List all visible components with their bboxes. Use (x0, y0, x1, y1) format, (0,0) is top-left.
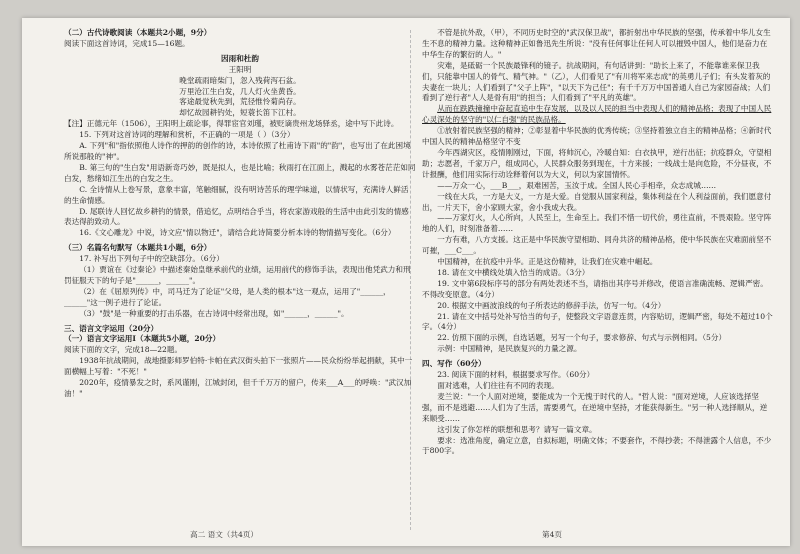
poem-line: 客途最觉秋先到，荒径惟怜菊尚存。 (179, 97, 301, 107)
material-text: 这引发了你怎样的联想和思考？请写一篇文章。 (437, 424, 597, 434)
passage-paragraph: 灾难，是砥砺一个民族最锋利的镜子。抗战期间，有句话讲到："助长上来了，不能靠谁来保卫我们，只能靠中国人的骨气、精气神。"（乙），人们看见了"有川将军来志成"的英勇儿子们；有头发着灰的夫妻在一块儿；人们看到了"父子上阵"，"以天下为己任"；有千千万万中国普通人自己为家园奋战；人们看到了逆行者"人人是骨有用"的担当；人们看到了"平凡的英雄"。 (422, 60, 771, 103)
passage-paragraph: 1938年抗战期间，战地摄影师罗伯特·卡帕在武汉街头拍下一张照片——民众纷纷举起捐献，其中一面横幅上写着："不死！" (64, 356, 413, 377)
right-column (422, 28, 774, 457)
question-18: 18. 请在文中横线处填入恰当的成语。（3分） (437, 267, 590, 277)
poem-line: 万里沧江生白发，几人灯火坐黄昏。 (179, 86, 301, 96)
question-19: 19. 文中第6段标序号的部分有两处表述不当，请指出其序号并修改，使语言准确流畅、逻辑严密。不得改变原意。（4分） (422, 278, 768, 299)
poem-note: 【注】正德元年（1506），王阳明上疏论事，得罪宦官刘瑾，被贬谪贵州龙场驿丞，途中写下此诗。 (64, 119, 399, 129)
page-number: 第4页 (542, 530, 563, 539)
question-23: 23. 阅读下面的材料，根据要求写作。（60分） (437, 370, 595, 380)
part-title: 四、写作（60分） (422, 359, 486, 369)
question-15: 15. 下列对这首诗词的理解和赏析，不正确的一项是（ ）（3分） (79, 130, 295, 140)
passage-paragraph: ——万家灯火，人心所向，人民至上，生命至上。我们不惜一切代价，勇往直前，不畏艰险。坚守阵地的人们，时刻准备着…… (422, 213, 772, 234)
question-22-example: 示例：中国精神，是民族复兴的力量之源。 (437, 344, 582, 354)
answer-options: ①放射着民族坚强的精神；②彰显着中华民族的优秀传统；③坚持着独立自主的精神品格；④新时代中国人民的精神品格坚守不变 (422, 126, 772, 147)
material-text: 麦兰说："一个人面对逆境，要能成为一个无愧于时代的人。"哲人说："面对逆境，人应该选择坚强，而不是逃避……人们为了生活，需要勇气，在逆境中坚持，才能获得新生。"另一种人选择顺从，逆来顺受…… (422, 391, 768, 423)
passage-paragraph: 一方有难，八方支援。这正是中华民族守望相助、同舟共济的精神品格，使中华民族在灾难面前坚不可摧，___C___。 (422, 235, 772, 256)
question-17-3: （3）"鼓"是一种重要的打击乐器，在古诗词中经常出现，如"______，______"。 (79, 308, 349, 318)
question-20: 20. 根据文中画波浪线的句子所表达的修辞手法，仿写一句。（4分） (437, 300, 666, 310)
material-text: 面对逃难，人们往往有不同的表现。 (437, 381, 559, 390)
writing-requirements: 要求：选准角度，确定立意，自拟标题，明确文体；不要套作，不得抄袭；不得泄露个人信息，不少于800字。 (422, 435, 772, 456)
instruction: 阅读下面这首诗词，完成15—16题。 (64, 38, 190, 48)
option-d: D. 尾联诗人回忆故乡耕钓的情景，借追忆，点明结合乎当，将农家游戏般的生活中由此引发的情感表达得韵致动人。 (64, 206, 409, 227)
passage-paragraph: 中国精神，在抗疫中升华。正是这份精神，让我们在灾难中崛起。 (437, 257, 658, 267)
poem (64, 54, 416, 119)
option-a: A. 下列"和"指依照他人诗作的押韵的创作的诗，本诗依照了杜甫诗下雨"的"韵"，也写出了在此困境所说那般的"神"。 (64, 141, 411, 161)
option-c: C. 全诗情从上卷写景，意象丰富，笔触细腻，没有明诗苦乐的理学味道，以情状写，充满诗人鲜活的生命情感。 (64, 184, 409, 205)
poem-title: 因雨和杜韵 (221, 53, 259, 63)
underlined-passage: 从而在跌跌撞撞中奋起直追中生存发展，以及以人民的担当中表现人们的精神品格；表现了中国人民心灵深处的坚守的"以仁自强"的民族品格。 (422, 104, 772, 125)
question-17: 17. 补写出下列句子中的空缺部分。（6分） (79, 254, 224, 264)
passage-paragraph: ——万众一心，___B___，艰难困苦，玉汝于成。全国人民心手相牵，众志成城…… (437, 180, 717, 190)
exam-sheet (22, 18, 790, 546)
passage-paragraph: 2020年，疫情暴发之时，系风谨刚，江城封闭，但千千万万的留户，传来___A___的呼唤："武汉加油！" (64, 378, 412, 398)
question-22: 22. 仿照下面的示例，自选话题，另写一个句子，要求修辞、句式与示例相同。（5分） (437, 333, 727, 343)
part-title: 三、语言文字运用（20分） (64, 323, 159, 333)
left-column (64, 28, 416, 400)
question-17-2: （2）在《屈原列传》中，司马迁为了论证"父母，是人类的根本"这一观点，运用了"______，______"这一例子进行了论证。 (64, 286, 391, 307)
question-21: 21. 请在文中括号处补写恰当的句子，使整段文字语意连贯，内容贴切，逻辑严密，每处不超过10个字。（4分） (422, 311, 773, 332)
question-17-1: （1）贾谊在《过秦论》中描述秦始皇继承前代的业绩，运用前代的修饰手法，表现出他凭武力和刑罚征服天下的句子是"______，______"。 (64, 265, 411, 285)
poem-line: 却忆故园耕钓处，短蓑长笛下江村。 (179, 108, 301, 118)
question-16: 16.《文心雕龙》中说，诗文应"情以物迁"，请结合此诗简要分析本诗的物情描写变化。（6分） (79, 228, 396, 238)
section-title: （二）古代诗歌阅读（本题共2小题，9分） (64, 28, 212, 37)
instruction: 阅读下面的文字，完成18—22题。 (64, 345, 183, 355)
section-title: （三）名篇名句默写（本题共1小题，6分） (64, 243, 212, 253)
poem-author: 王阳明 (228, 64, 252, 74)
passage-paragraph: 一线在大兵，一方是大义，一方是大爱。自觉服从国家利益，集体利益在个人利益面前，我们愿意付出，一片天下，舍小家顾大家，舍小我成大我。 (422, 191, 772, 212)
poem-line: 晚堂疏雨暗柴门，忽入残荷泻石盆。 (179, 75, 301, 85)
passage-paragraph: 今年西湖灾区，疫情刚刚过，下面，将帅沉心，冷暖自知：白衣执甲，逆行出征；抗疫群众，守望相助；志愿者，千家万户，组成同心，人民群众服务到现在，十方来援；一线战士是向危险，不分昼夜，不计报酬，他们用实际行动诠释着何以为大义，何以为家国情怀。 (422, 147, 772, 179)
section-title: （一）语言文字运用Ⅰ（本题共5小题，20分） (64, 334, 221, 344)
passage-paragraph: 不管是抗外敌，（甲），不同历史时空的"武汉保卫战"，都折射出中华民族的坚强，传承着中华儿女生生不息的精神力量。这种精神正如鲁迅先生所说："没有任何事让任何人可以摧毁中国人，他们是奋力在中华生存的繁衍的人。" (422, 28, 771, 59)
footer-left: 高二 语文（共4页） (190, 530, 258, 539)
option-b: B. 第三句的"生白发"用语新奇巧妙，既是拟人，也是比喻；秋雨打在江面上，溅起的水雾苍茫茫如同白发，愁绪如江生出的白发之生。 (64, 162, 416, 183)
